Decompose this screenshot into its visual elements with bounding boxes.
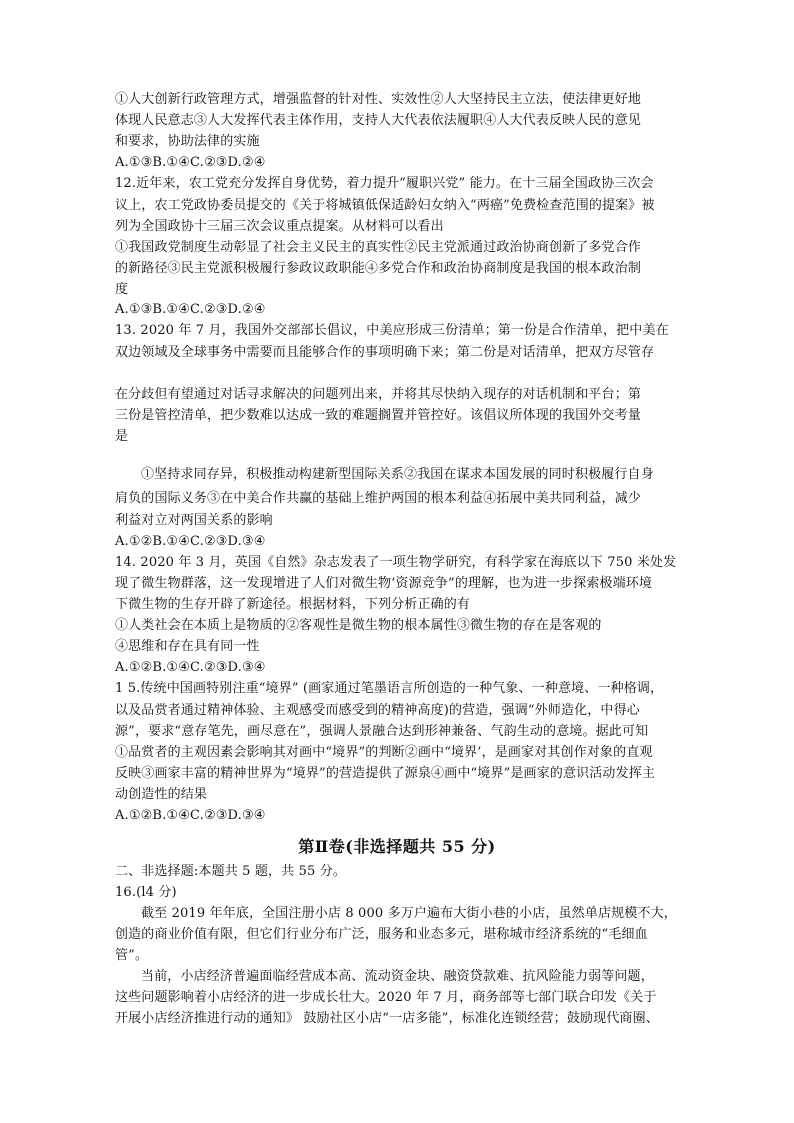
section-title: 第Ⅱ卷(非选择题共 55 分) (298, 837, 496, 856)
text-line: ①人大创新行政管理方式，增强监督的针对性、实效性②人大坚持民主立法，使法律更好地 (115, 92, 642, 107)
text-line: 双边领域及全球事务中需要而且能够合作的事项明确下来；第二份是对话清单，把双方尽管存 (115, 345, 655, 360)
text-line: 截至 2019 年年底，全国注册小店 8 000 多万户遍布大街小巷的小店，虽然单店规模不大， (141, 906, 677, 921)
text-line: 动创造性的结果 (115, 787, 208, 802)
text-line: 的新路径③民主党派积极履行参政议政职能④多党合作和政治协商制度是我国的根本政治制 (115, 261, 642, 276)
question-13: 13. 2020 年 7 月，我国外交部部长倡议，中美应形成三份清单；第一份是合作清单，把中美在 (115, 323, 669, 338)
text-line: 这些问题影响着小店经济的进一步成长壮大。2020 年 7 月，商务部等七部门联合印发《关于 (115, 990, 657, 1005)
text-line: 肩负的国际义务③在中美合作共赢的基础上维护两国的根本利益④拓展中美共同利益，减少 (115, 491, 642, 506)
text-line: ①品赏者的主观因素会影响其对画中“境界”的判断②画中“境界’，是画家对其创作对象的直观 (115, 745, 653, 760)
answer-options: A.①②B.①④C.②③D.③④ (115, 660, 266, 675)
text-line: ①人类社会在本质上是物质的②客观性是微生物的根本属性③微生物的存在是客观的 (115, 618, 602, 633)
question-16: 16.(l4 分) (115, 885, 177, 900)
text-line: 开展小店经济推进行动的通知》 鼓励社区小店“一店多能”，标准化连锁经营；鼓励现代商圈、 (115, 1011, 659, 1026)
text-line: 当前，小店经济普遍面临经营成本高、流动资金块、融资贷款难、抗风险能力弱等问题， (141, 969, 654, 984)
text-line: 创造的商业价值有限，但它们行业分布广泛，服务和业态多元，堪称城市经济系统的“毛细血 (115, 927, 648, 942)
text-line: 管”。 (115, 948, 149, 963)
text-line: 在分歧但有望通过对话寻求解决的问题列出来，并将其尽快纳入现存的对话机制和平台；第 (115, 387, 642, 402)
text-line: 利益对立对两国关系的影响 (115, 513, 273, 528)
text-line: 现了微生物群落，这一发现增进了人们对微生物‘资源竞争”的理解，也为进一步探索极端环境 (115, 576, 653, 591)
text-line: 和要求，协助法律的实施 (115, 134, 260, 149)
text-line: 反映③画家丰富的精神世界为“境界”的营造提供了源泉④画中“境界”是画家的意识活动发挥主 (115, 766, 656, 781)
text-line: 源”，要求“意存笔先，画尽意在”，强调人景融合达到形神兼备、气韵生动的意境。据此可知 (115, 724, 649, 739)
section-instruction: 二、非选择题:本题共 5 题，共 55 分。 (115, 864, 347, 879)
question-14: 14. 2020 年 3 月，英国《自然》杂志发表了一项生物学研究，有科学家在海底以下 750 米处发 (115, 555, 677, 570)
text-line: ①坚持求同存异，积极推动构建新型国际关系②我国在谋求本国发展的同时积极履行自身 (141, 467, 654, 482)
text-line: 下微生物的生存开辟了新途径。根据材料，下列分析正确的有 (115, 597, 471, 612)
text-line: 议上，农工党政协委员提交的《关于将城镇低保适龄妇女纳入“两癌”免费检查范围的提案》被 (115, 198, 655, 213)
text-line: ①我国政党制度生动彰显了社会主义民主的真实性②民主党派通过政治协商创新了多党合作 (115, 240, 642, 255)
answer-options: A.①③B.①④C.②③D.②④ (115, 155, 266, 170)
answer-options: A.①②B.①④C.②③D.③④ (115, 808, 266, 823)
text-line: 是 (115, 429, 129, 444)
text-line: ④思维和存在具有同一性 (115, 639, 260, 654)
answer-options: A.①③B.①④C.②③D.②④ (115, 302, 266, 317)
text-line: 三份是管控清单，把少数难以达成一致的难题搁置并管控好。该倡议所体现的我国外交考量 (115, 408, 642, 423)
text-line: 体现人民意志③人大发挥代表主体作用，支持人大代表依法履职④人大代表反映人民的意见 (115, 113, 642, 128)
text-line: 以及品赏者通过精神体验、主观感受而感受到的精神高度)的营造，强调“外师造化，中得心 (115, 703, 640, 718)
question-15: 1 5.传统中国画特别注重“境界” (画家通过笔墨语言所创造的一种气象、一种意境、一种格调， (115, 681, 664, 696)
answer-options: A.①②B.①④C.②③D.③④ (115, 534, 266, 549)
question-12: 12.近年来，农工党充分发挥自身优势，着力提升“履职兴党” 能力。在十三届全国政协三次会 (115, 176, 654, 191)
text-line: 度 (115, 282, 129, 297)
text-line: 列为全国政协十三届三次会议重点提案。从材料可以看出 (115, 219, 444, 234)
